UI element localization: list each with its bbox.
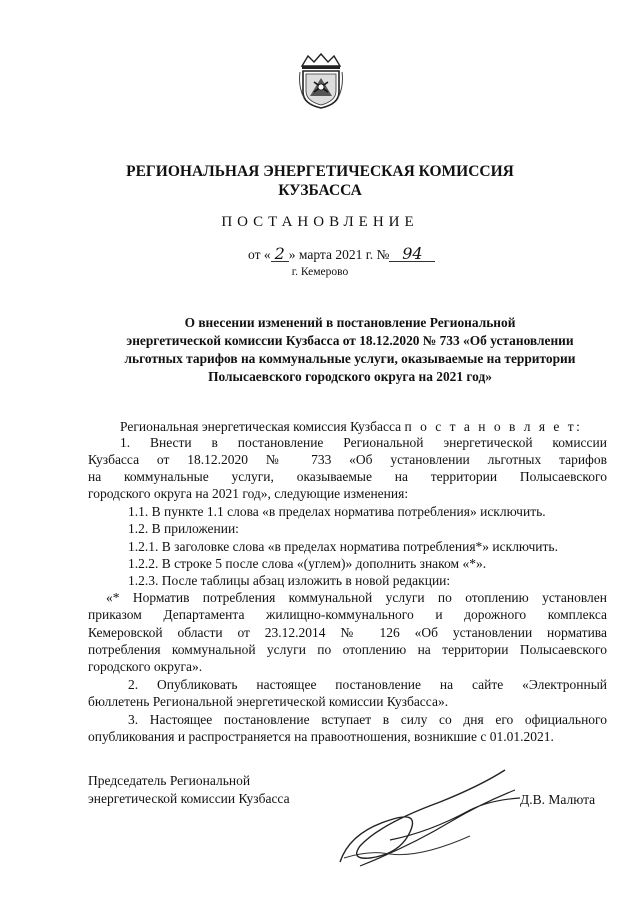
quoted-paragraph-line: Кемеровской области от 23.12.2014 № 126 «Об установлении норматива [88,625,607,640]
subject-line: льготных тарифов на коммунальные услуги, оказываемые на территории [124,351,576,366]
paragraph-3-line: опубликования и распространяется на правоотношения, возникшие с 01.01.2021. [88,729,554,744]
org-title-line2: КУЗБАССА [278,182,362,199]
signatory-title-line: энергетической комиссии Кузбасса [88,790,290,806]
signatory-title [88,772,290,807]
date-mid: » марта 2021 г. № [288,247,390,262]
date-day: 2 [271,247,289,262]
kuzbass-coat-of-arms-icon [298,52,344,110]
paragraph-2-line: 2. Опубликовать настоящее постановление на сайте «Электронный [128,677,607,692]
item-1-2-1: 1.2.1. В заголовке слова «в пределах норматива потребления*» исключить. [128,539,558,554]
paragraph-1-line: городского округа на 2021 год», следующие изменения: [88,486,409,501]
document-type: ПОСТАНОВЛЕНИЕ [221,214,419,230]
paragraph-1-line: на коммунальные услуги, оказываемые на территории Полысаевского [88,469,607,484]
quoted-paragraph-line: приказом Департамента жилищно-коммунального и дорожного комплекса [88,607,607,622]
handwritten-signature-icon [330,762,530,872]
document-subject [100,314,600,386]
resolves-word: п о с т а н о в л я е т: [404,419,583,434]
quoted-paragraph-line: потребления коммунальной услуги по отоплению на территории Полысаевского [88,642,607,657]
paragraph-1-line: Кузбасса от 18.12.2020 № 733 «Об установлении льготных тарифов [88,452,607,467]
item-1-2: 1.2. В приложении: [128,521,239,536]
item-1-2-2: 1.2.2. В строке 5 после слова «(углем)» дополнить знаком «*». [128,556,487,571]
city: г. Кемерово [291,266,349,278]
org-title-line1: РЕГИОНАЛЬНАЯ ЭНЕРГЕТИЧЕСКАЯ КОМИССИЯ [126,163,514,180]
intro-line [120,418,582,435]
item-1-1: 1.1. В пункте 1.1 слова «в пределах норматива потребления» исключить. [128,504,546,519]
paragraph-1-line: 1. Внести в постановление Региональной энергетической комиссии [120,435,607,450]
quoted-paragraph-line: городского округа». [88,659,203,674]
document-number: 94 [389,247,435,262]
subject-line: Полысаевского городского округа на 2021 год» [208,369,492,384]
paragraph-2-line: бюллетень Региональной энергетической комиссии Кузбасса». [88,694,449,709]
signatory-name: Д.В. Малюта [520,792,596,807]
intro-text: Региональная энергетическая комиссия Кузбасса [120,419,402,434]
quoted-paragraph-line: «* Норматив потребления коммунальной услуги по отоплению установлен [106,590,607,605]
date-line [248,244,435,263]
subject-line: энергетической комиссии Кузбасса от 18.12.2020 № 733 «Об установлении [126,333,574,348]
subject-line: О внесении изменений в постановление Региональной [184,315,516,330]
item-1-2-3: 1.2.3. После таблицы абзац изложить в новой редакции: [128,573,451,588]
date-prefix: от « [248,247,271,262]
paragraph-3-line: 3. Настоящее постановление вступает в силу со дня его официального [128,712,607,727]
signatory-title-line: Председатель Региональной [88,773,251,788]
